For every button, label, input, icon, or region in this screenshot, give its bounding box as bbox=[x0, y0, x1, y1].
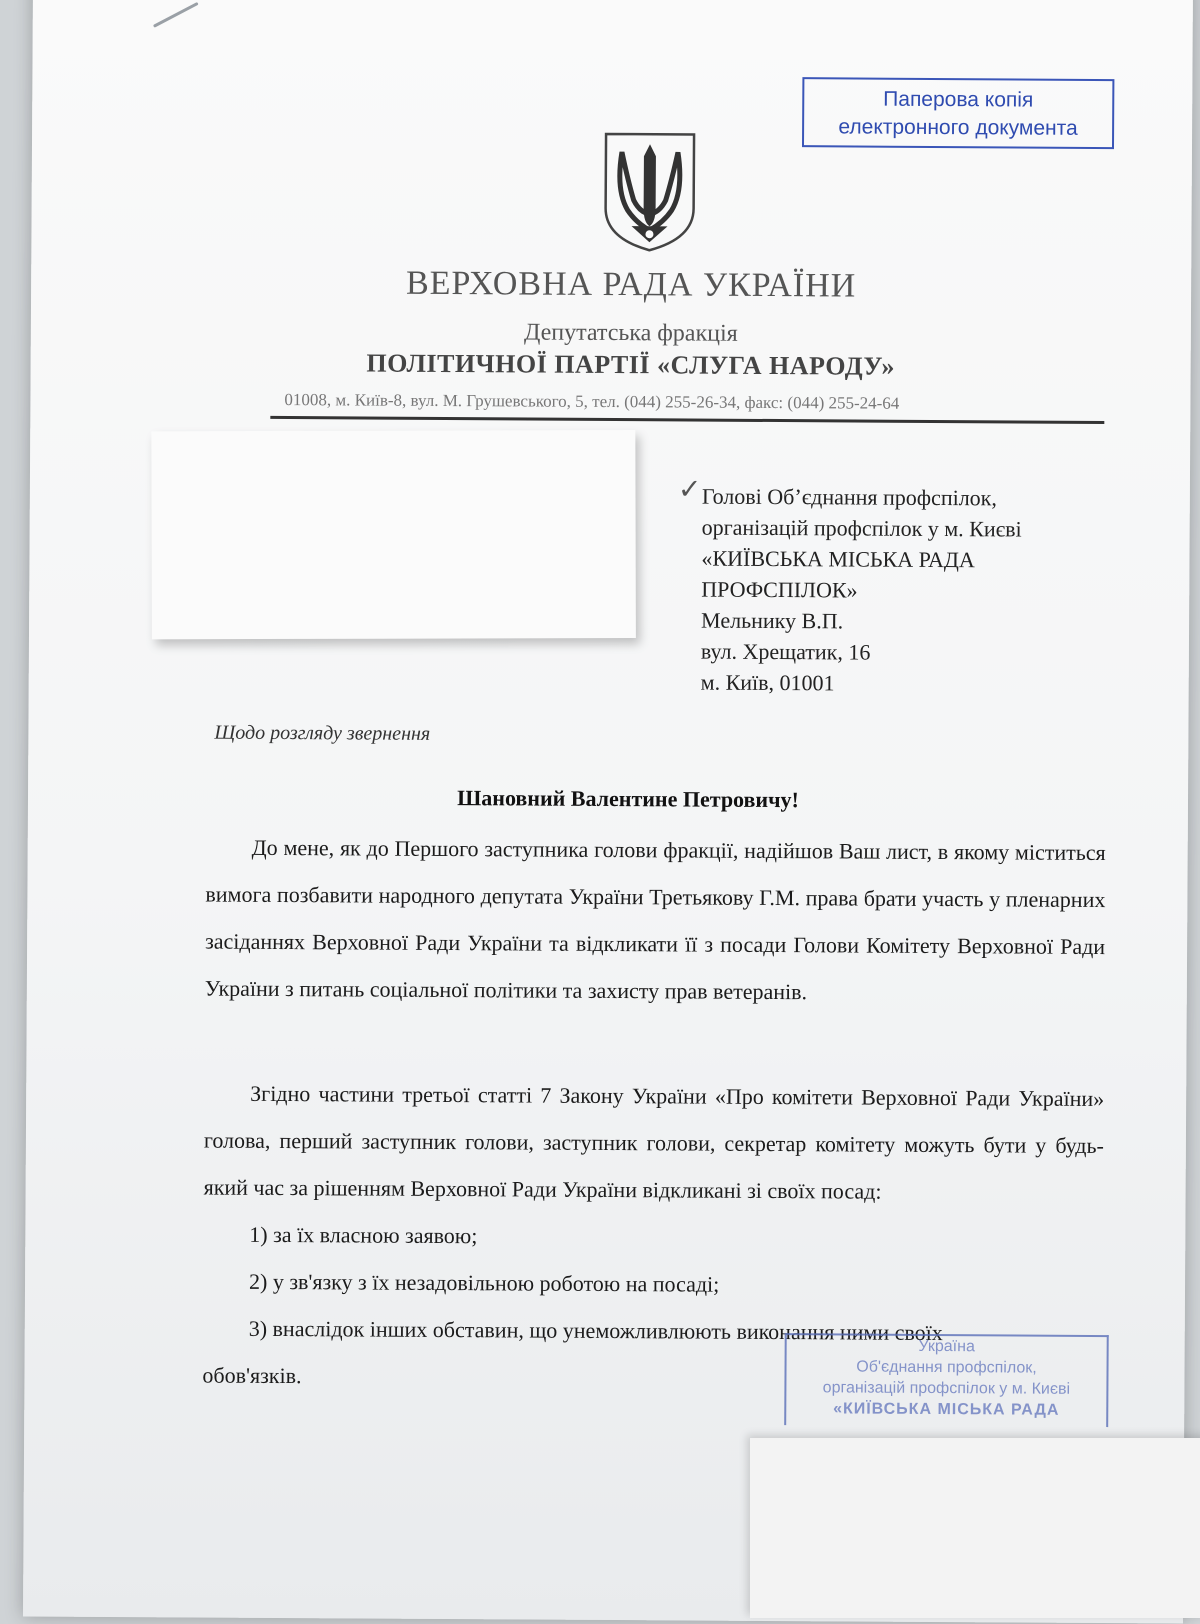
letterhead-address: 01008, м. Київ-8, вул. М. Грушевського, 5, тел. (044) 255-26-34, факс: (044) 255-24-64 bbox=[284, 390, 900, 413]
body-section-1 bbox=[205, 824, 1106, 1017]
body-paragraph-1: До мене, як до Першого заступника голови фракції, надійшов Ваш лист, в якому міститься вимога позбавити народного депутата України Третьякову Г.М. права брати участь у пленарних засіданнях Верховної Ради України та відкликати її з посади Голови Комітету Верховної Ради України з питань соціальної політики та захисту прав ветеранів. bbox=[204, 834, 1106, 1005]
letter-greeting: Шановний Валентине Петровичу! bbox=[457, 785, 799, 813]
check-mark-icon: ✓ bbox=[677, 472, 702, 506]
recipient-line: «КИЇВСЬКА МІСЬКА РАДА bbox=[701, 545, 975, 573]
recipient-line: м. Київ, 01001 bbox=[700, 669, 835, 696]
overlay-paper-sheet bbox=[151, 430, 636, 639]
recipient-line: Мельнику В.П. bbox=[701, 607, 844, 634]
overlay-paper-corner bbox=[750, 1438, 1200, 1618]
received-stamp-line: Україна bbox=[918, 1337, 975, 1356]
recipient-line: Голові Об’єднання профспілок, bbox=[701, 483, 998, 511]
list-continuation: обов'язків. bbox=[202, 1362, 302, 1389]
staple-mark bbox=[153, 2, 199, 28]
list-item: 3) внаслідок інших обставин, що унеможливлюють виконання ними своїх bbox=[248, 1315, 943, 1346]
letterhead-divider bbox=[270, 416, 1104, 424]
received-stamp-line: «КИЇВСЬКА МІСЬКА РАДА bbox=[833, 1400, 1060, 1419]
recipient-line: організацій профспілок у м. Києві bbox=[701, 514, 1022, 542]
letter-sheet bbox=[23, 0, 1193, 1624]
stamp-line-1: Паперова копія bbox=[883, 87, 1034, 112]
received-stamp bbox=[784, 1333, 1109, 1427]
letter-subject: Щодо розгляду звернення bbox=[214, 721, 431, 745]
electronic-copy-stamp bbox=[802, 77, 1114, 149]
tryzub-emblem-icon bbox=[601, 130, 698, 255]
list-item: 1) за їх власною заявою; bbox=[249, 1221, 478, 1249]
recipient-line: ПРОФСПІЛОК» bbox=[701, 576, 858, 603]
body-paragraph-2: Згідно частини третьої статті 7 Закону України «Про комітети Верховної Ради України» голова, перший заступник голови, заступник голови, секретар комітету можуть бути у будь-який час за рішенням Верховної Ради України відкликані зі своїх посад: bbox=[203, 1080, 1105, 1204]
received-stamp-line: організацій профспілок у м. Києві bbox=[822, 1379, 1071, 1398]
stamp-line-2: електронного документа bbox=[838, 115, 1078, 140]
list-item: 2) у зв'язку з їх незадовільною роботою на посаді; bbox=[248, 1268, 720, 1297]
recipient-block bbox=[701, 481, 1022, 700]
party-name: ПОЛІТИЧНОЇ ПАРТІЇ «СЛУГА НАРОДУ» bbox=[366, 348, 895, 381]
parliament-title: ВЕРХОВНА РАДА УКРАЇНИ bbox=[405, 264, 857, 305]
faction-subtitle: Депутатська фракція bbox=[523, 319, 738, 347]
received-stamp-line: Об'єднання профспілок, bbox=[856, 1358, 1037, 1377]
recipient-line: вул. Хрещатик, 16 bbox=[700, 638, 871, 665]
